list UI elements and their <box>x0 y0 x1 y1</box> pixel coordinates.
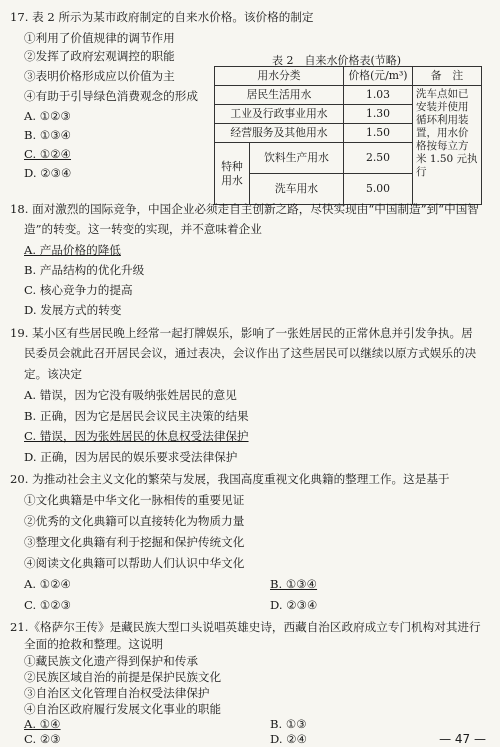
q21-statement-4: ④自治区政府履行发展文化事业的职能 <box>24 702 222 716</box>
q21-option-c[interactable]: C. ②③ <box>24 732 61 746</box>
q19-stem-line3: 定。该决定 <box>24 367 82 381</box>
q18-option-b[interactable]: B. 产品结构的优化升级 <box>24 263 145 277</box>
q18-option-a[interactable]: A. 产品价格的降低 <box>24 243 121 257</box>
q17-statement-2: ②发挥了政府宏观调控的职能 <box>24 49 175 63</box>
table-cell-category: 饮料生产用水 <box>250 143 344 174</box>
table-header-row <box>215 67 482 86</box>
q21-stem-line1: 21.《格萨尔王传》是藏民族大型口头说唱英雄史诗，西藏自治区政府成立专门机构对其进行 <box>10 620 481 634</box>
table-cell-price: 1.03 <box>344 86 413 105</box>
q21-statement-1: ①藏民族文化遗产得到保护和传承 <box>24 654 198 668</box>
q17-option-c[interactable]: C. ①②④ <box>24 147 72 161</box>
table-caption: 表 2 自来水价格表(节略) <box>272 54 402 67</box>
q20-option-c[interactable]: C. ①②③ <box>24 598 72 612</box>
q18-stem-line2: 造”的转变。这一转变的实现，并不意味着企业 <box>24 222 262 236</box>
table-row <box>215 86 482 105</box>
table-cell-price: 1.30 <box>344 105 413 124</box>
q21-statement-3: ③自治区文化管理自治权受法律保护 <box>24 686 210 700</box>
table-cell-price: 2.50 <box>344 143 413 174</box>
q19-option-c[interactable]: C. 错误，因为张姓居民的休息权受法律保护 <box>24 429 249 443</box>
page-number: — 47 — <box>439 732 486 746</box>
table-cell-price: 5.00 <box>344 174 413 205</box>
q19-stem-line1: 19. 某小区有些居民晚上经常一起打牌娱乐，影响了一张姓居民的正常休息并引发争执。居 <box>10 326 473 340</box>
q20-stem: 20. 为推动社会主义文化的繁荣与发展，我国高度重视文化典籍的整理工作。这是基于 <box>10 472 450 486</box>
q20-option-a[interactable]: A. ①②④ <box>24 577 71 591</box>
q21-option-d[interactable]: D. ②④ <box>270 732 308 746</box>
water-price-table <box>214 66 482 205</box>
table-cell-price: 1.50 <box>344 124 413 143</box>
q17-stem: 17. 表 2 所示为某市政府制定的自来水价格。该价格的制定 <box>10 10 314 24</box>
q17-statement-1: ①利用了价值规律的调节作用 <box>24 31 175 45</box>
table-cell-category: 经营服务及其他用水 <box>215 124 344 143</box>
q19-option-b[interactable]: B. 正确，因为它是居民会议民主决策的结果 <box>24 409 249 423</box>
table-special-label: 特种用水 <box>215 143 250 205</box>
table-header-price: 价格(元/m³) <box>344 67 413 86</box>
q18-stem-line1: 18. 面对激烈的国际竞争，中国企业必须走自主创新之路，尽快实现由“中国制造”到“中国智 <box>10 202 479 216</box>
q17-option-b[interactable]: B. ①③④ <box>24 128 72 142</box>
table-cell-category: 工业及行政事业用水 <box>215 105 344 124</box>
q18-option-d[interactable]: D. 发展方式的转变 <box>24 303 122 317</box>
table-cell-category: 居民生活用水 <box>215 86 344 105</box>
q21-option-a[interactable]: A. ①④ <box>24 717 61 731</box>
q20-statement-4: ④阅读文化典籍可以帮助人们认识中华文化 <box>24 556 245 570</box>
table-header-note: 备 注 <box>413 67 482 86</box>
q19-option-a[interactable]: A. 错误，因为它没有吸纳张姓居民的意见 <box>24 388 237 402</box>
table-note: 洗车点如已安装并使用循环利用装置，用水价格按每立方米 1.50 元执行 <box>413 86 482 205</box>
q20-statement-3: ③整理文化典籍有利于挖掘和保护传统文化 <box>24 535 245 549</box>
q20-option-d[interactable]: D. ②③④ <box>270 598 318 612</box>
q21-option-b[interactable]: B. ①③ <box>270 717 307 731</box>
q17-option-a[interactable]: A. ①②③ <box>24 109 71 123</box>
q17-option-d[interactable]: D. ②③④ <box>24 166 72 180</box>
q21-stem-line2: 全面的抢救和整理。这说明 <box>24 637 164 651</box>
q20-statement-1: ①文化典籍是中华文化一脉相传的重要见证 <box>24 493 245 507</box>
q19-stem-line2: 民委员会就此召开居民会议，通过表决，会议作出了这些居民可以继续以原方式娱乐的决 <box>24 346 477 360</box>
q20-option-b[interactable]: B. ①③④ <box>270 577 318 591</box>
q19-option-d[interactable]: D. 正确，因为居民的娱乐要求受法律保护 <box>24 450 238 464</box>
q17-statement-4: ④有助于引导绿色消费观念的形成 <box>24 89 198 103</box>
table-header-category: 用水分类 <box>215 67 344 86</box>
q20-statement-2: ②优秀的文化典籍可以直接转化为物质力量 <box>24 514 245 528</box>
q18-option-c[interactable]: C. 核心竞争力的提高 <box>24 283 133 297</box>
q21-statement-2: ②民族区域自治的前提是保护民族文化 <box>24 670 222 684</box>
table-cell-category: 洗车用水 <box>250 174 344 205</box>
q17-statement-3: ③表明价格形成应以价值为主 <box>24 69 175 83</box>
